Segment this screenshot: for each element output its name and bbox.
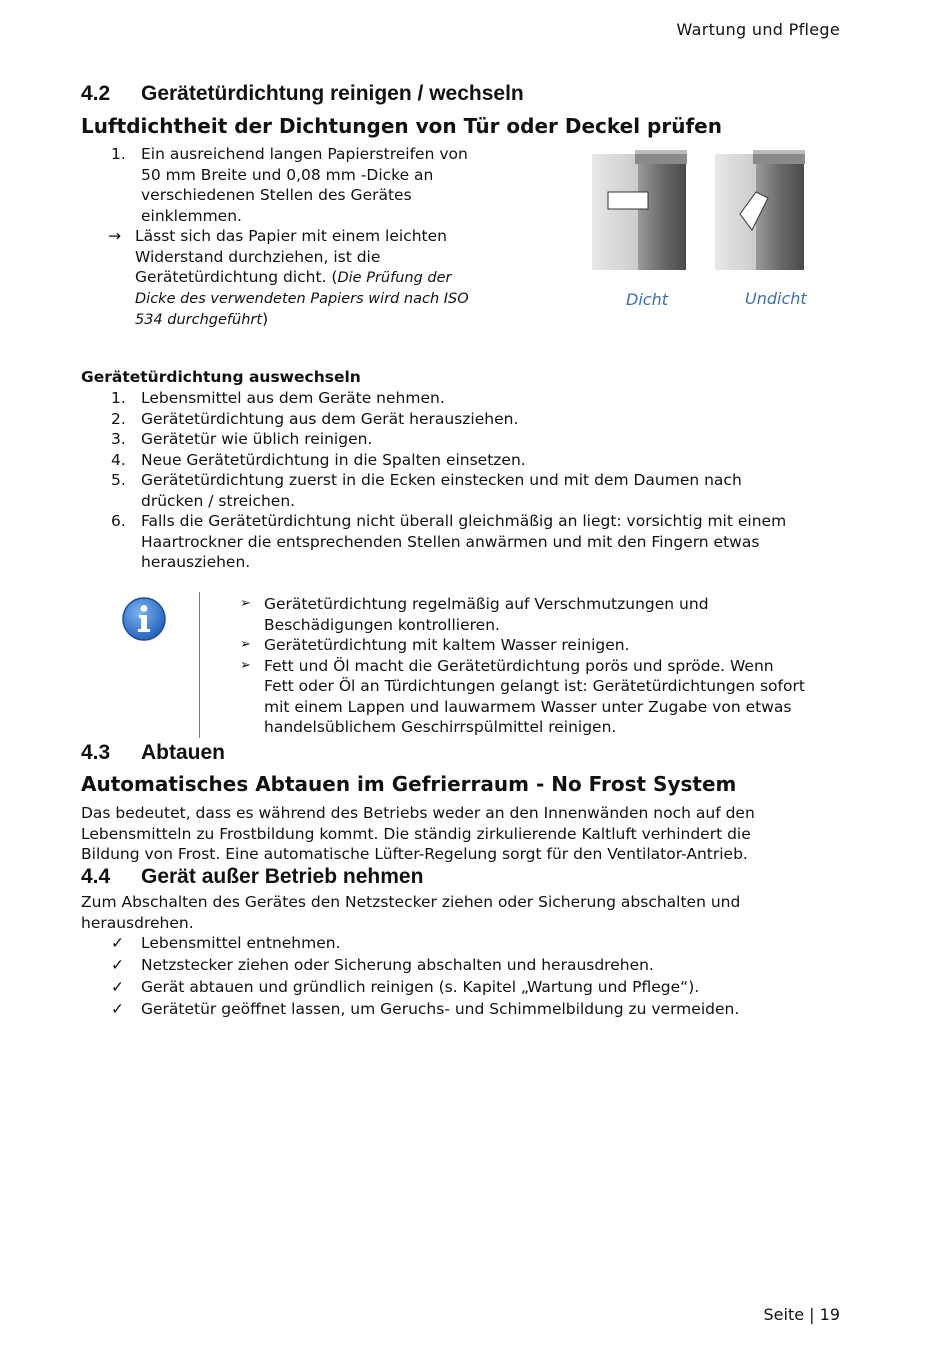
checklist-text: Gerätetür geöffnet lassen, um Geruchs- und Schimmelbildung zu vermeiden. <box>141 1000 740 1018</box>
step-line: Haartrockner die entsprechenden Stellen anwärmen und mit den Fingern etwas <box>141 532 760 551</box>
result-line: Widerstand durchziehen, ist die <box>135 247 381 266</box>
checkmark-icon: ✓ <box>111 1000 124 1018</box>
paragraph-line: Zum Abschalten des Gerätes den Netzstecker ziehen oder Sicherung abschalten und <box>81 893 741 911</box>
step-line: Lebensmittel aus dem Geräte nehmen. <box>141 389 445 407</box>
section-heading-4-2 <box>81 82 524 106</box>
subheading-no-frost: Automatisches Abtauen im Gefrierraum - No Frost System <box>81 772 737 796</box>
checkmark-icon: ✓ <box>111 978 124 996</box>
note-line: 534 durchgeführt) <box>135 310 269 328</box>
shutdown-checklist <box>81 932 871 1020</box>
replace-steps-block <box>81 388 871 573</box>
step-line: Gerätetür wie üblich reinigen. <box>141 430 373 448</box>
list-item <box>81 429 871 450</box>
info-line: mit einem Lappen und lauwarmem Wasser unter Zugabe von etwas <box>264 697 792 716</box>
replace-steps <box>81 388 871 573</box>
section-title: Abtauen <box>141 741 225 764</box>
seal-test-figure <box>590 148 820 278</box>
step-line: drücken / streichen. <box>141 491 296 510</box>
info-line: handelsüblichem Geschirrspülmittel reinigen. <box>264 718 617 736</box>
subheading-airtightness: Luftdichtheit der Dichtungen von Tür oder Deckel prüfen <box>81 114 722 138</box>
list-item <box>81 388 871 409</box>
step-number: 2. <box>111 409 126 428</box>
shutdown-checklist-block <box>81 932 871 1020</box>
list-item <box>81 954 871 976</box>
airtightness-instructions <box>81 144 521 331</box>
list-item <box>240 635 870 656</box>
step-line: verschiedenen Stellen des Gerätes <box>141 186 412 204</box>
list-item <box>81 450 871 471</box>
arrow-icon: → <box>108 227 121 245</box>
bullet-arrow-icon: ➢ <box>240 657 251 673</box>
section-number: 4.3 <box>81 741 111 764</box>
list-item <box>81 144 521 226</box>
step-line: einklemmen. <box>141 206 242 225</box>
note-text: Die Prüfung der <box>337 270 452 286</box>
step-line: Falls die Gerätetürdichtung nicht überall gleichmäßig an liegt: vorsichtig mit einem <box>141 512 787 530</box>
list-item <box>81 470 871 511</box>
result-item <box>81 226 521 331</box>
paragraph-line: herausdrehen. <box>81 913 194 932</box>
bullet-arrow-icon: ➢ <box>240 596 251 611</box>
subheading-replace-seal: Gerätetürdichtung auswechseln <box>81 368 361 386</box>
list-item <box>81 932 871 954</box>
checklist-text: Netzstecker ziehen oder Sicherung abschalten und herausdrehen. <box>141 956 654 974</box>
info-line: Gerätetürdichtung regelmäßig auf Verschmutzungen und <box>264 595 709 613</box>
info-list <box>240 594 870 738</box>
info-line: Gerätetürdichtung mit kaltem Wasser reinigen. <box>264 636 630 654</box>
section-title: Gerät außer Betrieb nehmen <box>141 865 424 888</box>
step-line: Gerätetürdichtung zuerst in die Ecken einstecken und mit dem Daumen nach <box>141 471 742 489</box>
paragraph-line: Bildung von Frost. Eine automatische Lüfter-Regelung sorgt für den Ventilator-Antrieb. <box>81 845 748 863</box>
paragraph-line: Das bedeutet, dass es während des Betriebs weder an den Innenwänden noch auf den <box>81 804 755 822</box>
note-line: Dicke des verwendeten Papiers wird nach ISO <box>135 290 469 307</box>
step-number: 3. <box>111 430 126 448</box>
section-heading-4-4 <box>81 865 423 889</box>
info-icon <box>121 596 167 642</box>
list-item <box>81 511 871 573</box>
step-line: Gerätetürdichtung aus dem Gerät herausziehen. <box>141 409 519 428</box>
paragraph-line: Lebensmitteln zu Frostbildung kommt. Die ständig zirkulierende Kaltluft verhindert die <box>81 824 751 843</box>
list-item <box>81 409 871 430</box>
section-number: 4.2 <box>81 82 111 105</box>
section-number: 4.4 <box>81 865 111 888</box>
result-line: Lässt sich das Papier mit einem leichten <box>135 227 447 245</box>
step-number: 4. <box>111 450 126 469</box>
step-line: Neue Gerätetürdichtung in die Spalten einsetzen. <box>141 450 526 469</box>
airtightness-steps <box>81 144 521 226</box>
page-number: Seite | 19 <box>763 1305 840 1324</box>
step-number: 1. <box>111 389 126 407</box>
step-line: Ein ausreichend langen Papierstreifen von <box>141 145 468 163</box>
list-item <box>240 656 870 738</box>
checklist-text: Gerät abtauen und gründlich reinigen (s. Kapitel „Wartung und Pflege“). <box>141 978 700 996</box>
checklist-text: Lebensmittel entnehmen. <box>141 934 341 952</box>
info-line: Fett oder Öl an Türdichtungen gelangt ist: Gerätetürdichtungen sofort <box>264 677 805 695</box>
checkmark-icon: ✓ <box>111 934 124 952</box>
seal-tight-icon <box>592 150 687 270</box>
step-line: herausziehen. <box>141 553 251 571</box>
seal-leaky-icon <box>715 150 805 270</box>
shutdown-intro <box>81 892 871 933</box>
seal-illustration <box>590 148 820 278</box>
figure-caption-tight: Dicht <box>626 290 668 309</box>
info-notes <box>240 594 870 738</box>
no-frost-paragraph <box>81 803 871 865</box>
section-heading-4-3 <box>81 741 225 765</box>
info-divider <box>199 592 200 738</box>
figure-caption-leaky: Undicht <box>745 289 807 308</box>
step-line: 50 mm Breite und 0,08 mm -Dicke an <box>141 165 434 184</box>
section-title: Gerätetürdichtung reinigen / wechseln <box>141 82 524 105</box>
list-item <box>240 594 870 635</box>
bullet-arrow-icon: ➢ <box>240 637 251 652</box>
list-item <box>81 976 871 998</box>
checkmark-icon: ✓ <box>111 956 124 974</box>
running-header: Wartung und Pflege <box>676 20 840 39</box>
step-number: 6. <box>111 512 126 530</box>
result-line: Gerätetürdichtung dicht. (Die Prüfung der <box>135 268 452 286</box>
step-number: 1. <box>111 145 126 163</box>
info-line: Fett und Öl macht die Gerätetürdichtung porös und spröde. Wenn <box>264 656 774 675</box>
info-line: Beschädigungen kontrollieren. <box>264 615 500 634</box>
list-item <box>81 998 871 1020</box>
step-number: 5. <box>111 471 126 489</box>
